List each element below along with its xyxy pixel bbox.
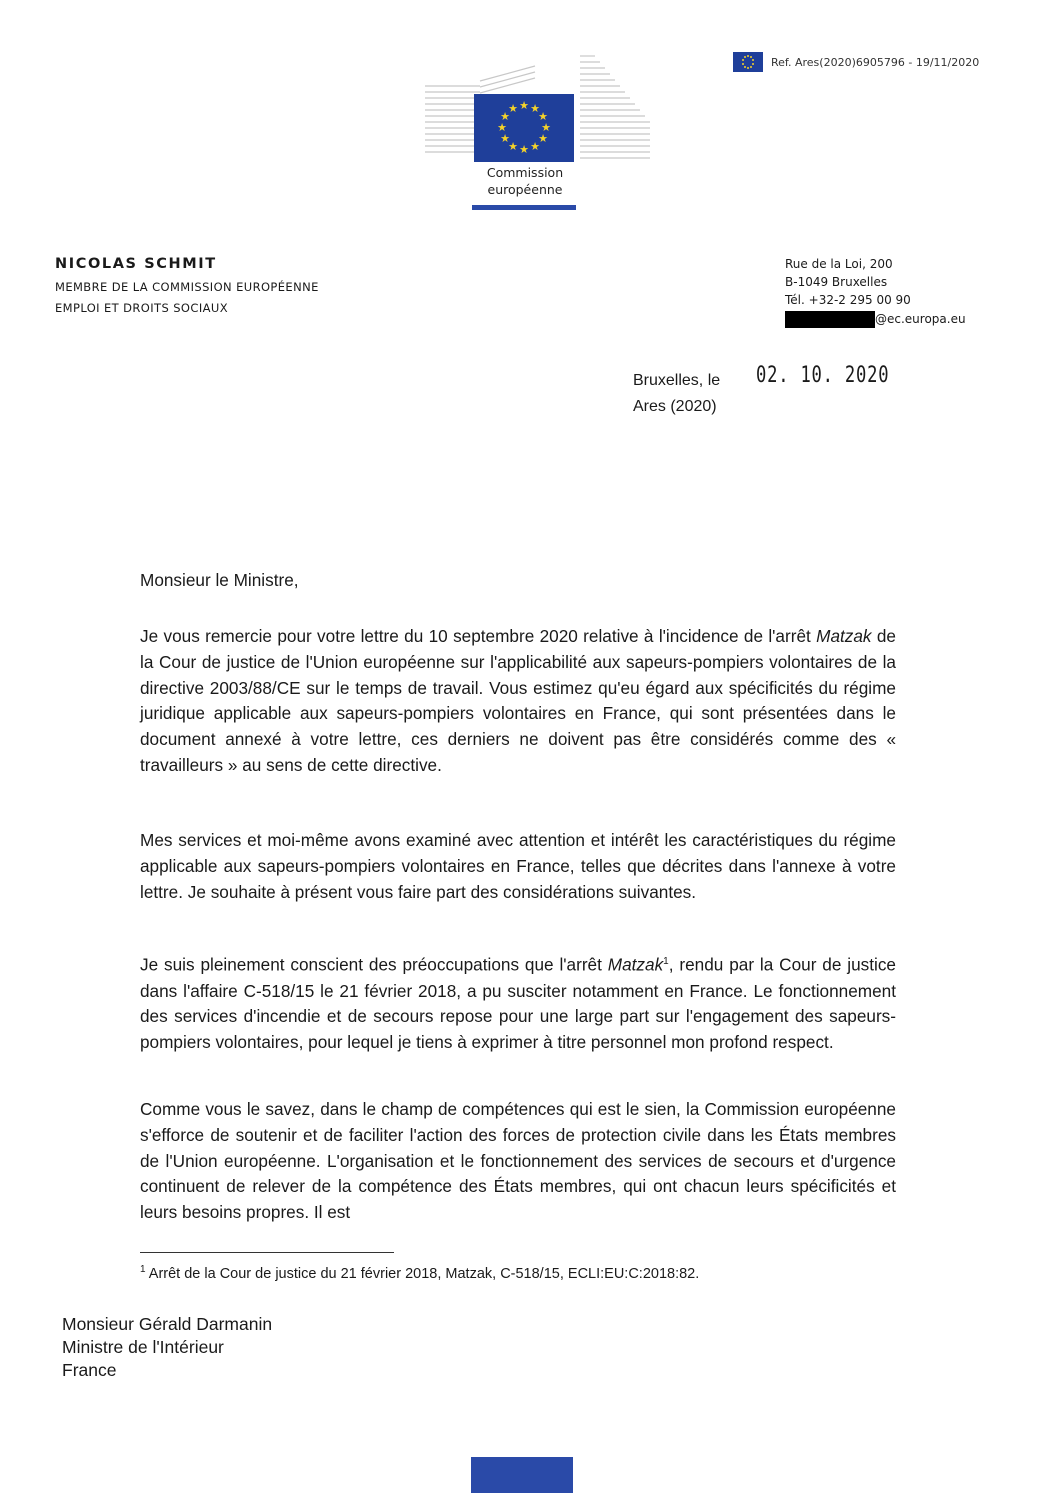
reference-text: Ref. Ares(2020)6905796 - 19/11/2020 bbox=[771, 55, 980, 69]
svg-text:★: ★ bbox=[497, 121, 507, 134]
address-street: Rue de la Loi, 200 bbox=[785, 257, 893, 271]
logo-caption bbox=[470, 164, 580, 198]
footnote-divider bbox=[140, 1252, 394, 1253]
reference-stamp bbox=[733, 52, 979, 72]
svg-text:★: ★ bbox=[508, 140, 518, 153]
logo-line2: européenne bbox=[487, 182, 563, 197]
p3-italic: Matzak bbox=[607, 954, 664, 975]
eu-flag-icon bbox=[733, 52, 763, 72]
footnote-mark: 1 bbox=[140, 1264, 146, 1275]
logo-line1: Commission bbox=[486, 165, 564, 180]
p3-start: Je suis pleinement conscient des préoccupations que l'arrêt bbox=[140, 954, 608, 975]
sender-title1: MEMBRE DE LA COMMISSION EUROPÉENNE bbox=[55, 280, 319, 294]
svg-text:★: ★ bbox=[519, 99, 529, 112]
address-email-suffix: @ec.europa.eu bbox=[875, 312, 966, 326]
logo-underline bbox=[472, 205, 576, 210]
redacted-email-block bbox=[785, 311, 875, 328]
svg-text:★: ★ bbox=[500, 132, 510, 145]
paragraph-2: Mes services et moi-même avons examiné avec attention et intérêt les caractéristiques du régime applicable aux sapeurs-pompiers volontaires en France, telles que décrites dans l'annexe à votre lettre. Je souhaite à présent vous faire part des considérations suivantes. bbox=[140, 830, 896, 902]
place-block bbox=[633, 368, 720, 420]
svg-text:★: ★ bbox=[500, 110, 510, 123]
berlaymont-logo-icon bbox=[420, 46, 660, 166]
recipient-block bbox=[62, 1313, 272, 1382]
recipient-country: France bbox=[62, 1360, 117, 1380]
footer-blue-bar bbox=[471, 1457, 573, 1493]
salutation: Monsieur le Ministre, bbox=[140, 570, 299, 590]
p1-text: Je vous remercie pour votre lettre du 10 septembre 2020 relative à l'incidence de l'arrêt bbox=[140, 626, 811, 646]
date-stamp: 02. 10. 2020 bbox=[756, 363, 890, 388]
svg-text:★: ★ bbox=[538, 110, 548, 123]
footnote bbox=[140, 1264, 699, 1282]
p1-rest: de la Cour de justice de l'Union européenne sur l'applicabilité aux sapeurs-pompiers volontaires de la directive 2003/88/CE sur le temps de travail. Vous estimez qu'eu égard aux spécificités du régime juridique applicable aux sapeurs-pompiers volontaires en France, qui sont présentées dans le document annexé à votre lettre, ces derniers ne doivent pas être considérés comme des « travailleurs » au sens de cette directive. bbox=[140, 626, 896, 775]
svg-text:★: ★ bbox=[508, 102, 518, 115]
svg-text:★: ★ bbox=[530, 140, 540, 153]
svg-text:★: ★ bbox=[530, 102, 540, 115]
recipient-title: Ministre de l'Intérieur bbox=[62, 1337, 224, 1357]
footnote-text: Arrêt de la Cour de justice du 21 février 2018, Matzak, C-518/15, ECLI:EU:C:2018:82. bbox=[145, 1265, 700, 1282]
ares-text: Ares (2020) bbox=[633, 398, 717, 415]
address-phone: Tél. +32-2 295 00 90 bbox=[785, 293, 911, 307]
recipient-name: Monsieur Gérald Darmanin bbox=[62, 1314, 273, 1334]
svg-text:★: ★ bbox=[519, 143, 529, 156]
paragraph-1 bbox=[140, 624, 896, 779]
p1-italic: Matzak bbox=[816, 626, 872, 646]
sender-name: NICOLAS SCHMIT bbox=[55, 256, 217, 272]
paragraph-3 bbox=[140, 949, 896, 1056]
sender-title2: EMPLOI ET DROITS SOCIAUX bbox=[55, 301, 228, 315]
p3-rest: , rendu par la Cour de justice dans l'affaire C-518/15 le 21 février 2018, a pu susciter notamment en France. Le fonctionnement des services d'incendie et de secours repose pour une large part sur l'engagement des sapeurs-pompiers volontaires, pour lequel je tiens à exprimer à titre personnel mon profond respect. bbox=[140, 954, 896, 1053]
place-text: Bruxelles, le bbox=[633, 372, 721, 389]
svg-text:★: ★ bbox=[538, 132, 548, 145]
svg-text:★: ★ bbox=[541, 121, 551, 134]
address-city: B-1049 Bruxelles bbox=[785, 275, 888, 289]
footnote-ref: 1 bbox=[663, 956, 669, 967]
paragraph-4: Comme vous le savez, dans le champ de compétences qui est le sien, la Commission européenne s'efforce de soutenir et de faciliter l'action des forces de protection civile dans les États membres de l'Union européenne. L'organisation et le fonctionnement des services de secours et d'urgence continuent de relever de la compétence des États membres, qui ont chacun leurs spécificités et leurs besoins propres. Il est bbox=[140, 1099, 896, 1223]
